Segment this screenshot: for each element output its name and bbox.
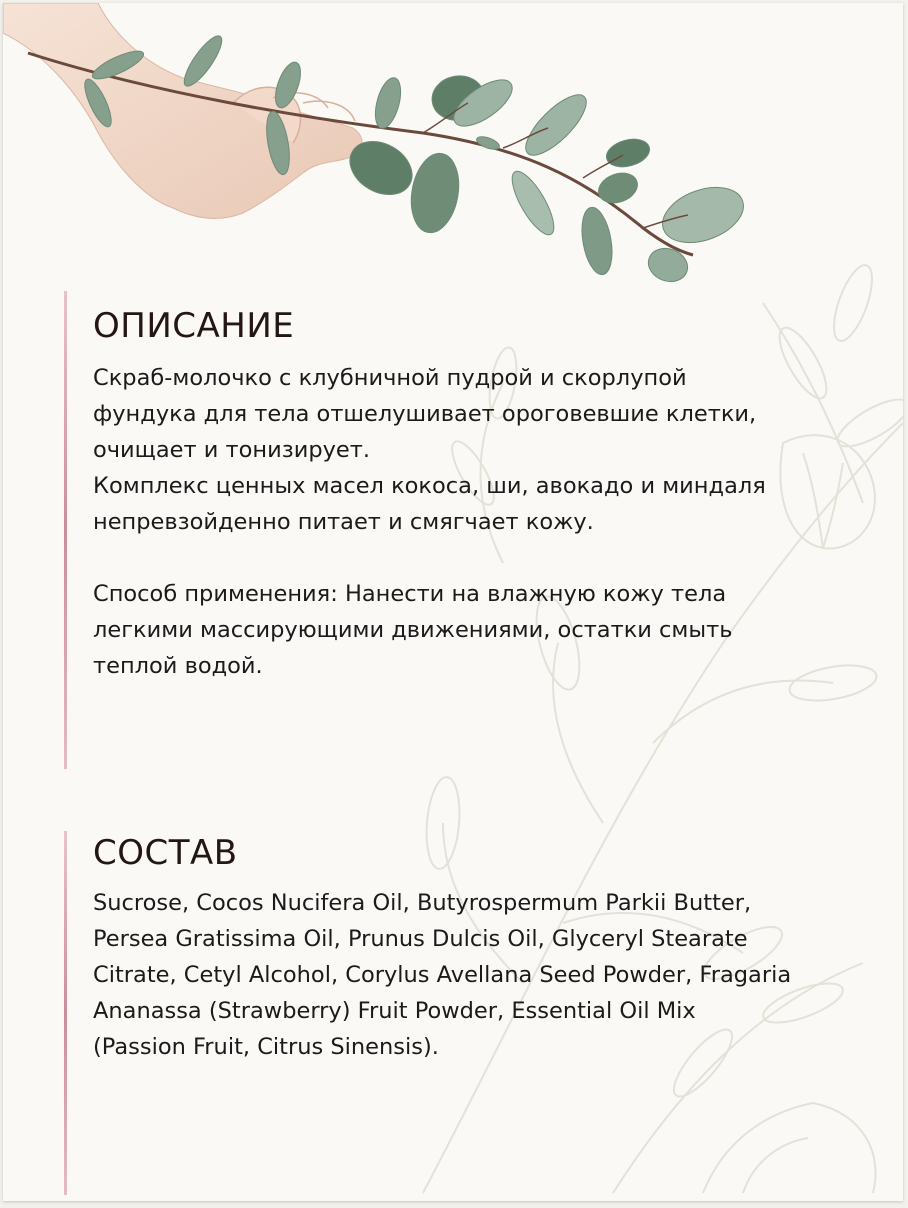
composition-heading: СОСТАВ xyxy=(93,833,238,873)
composition-section xyxy=(93,831,863,1065)
description-paragraph: Скраб-молочко с клубничной пудрой и скорлупой фундука для тела отшелушивает ороговевшие клетки, очищает и тонизирует. Комплекс ценных масел кокоса, ши, авокадо и миндаля непревзойденно питает и смягчает кожу. xyxy=(93,365,766,535)
description-body xyxy=(93,360,863,684)
usage-instructions: Способ применения: Нанести на влажную кожу тела легкими массирующими движениями, остатки смыть теплой водой. xyxy=(93,581,733,679)
eucalyptus-branch-hand-illustration xyxy=(3,3,903,303)
description-section xyxy=(93,304,863,684)
description-accent-line xyxy=(64,291,67,769)
product-card xyxy=(3,3,903,1201)
ingredients-list: Sucrose, Cocos Nucifera Oil, Butyrospermum Parkii Butter, Persea Gratissima Oil, Prunus Dulcis Oil, Glyceryl Stearate Citrate, Cetyl Alcohol, Corylus Avellana Seed Powder, Fragaria Ananassa (Strawberry) Fruit Powder, Essential Oil Mix (Passion Fruit, Citrus Sinensis). xyxy=(93,890,792,1060)
composition-body xyxy=(93,885,863,1065)
description-heading: ОПИСАНИЕ xyxy=(93,306,295,346)
composition-accent-line xyxy=(64,831,67,1195)
